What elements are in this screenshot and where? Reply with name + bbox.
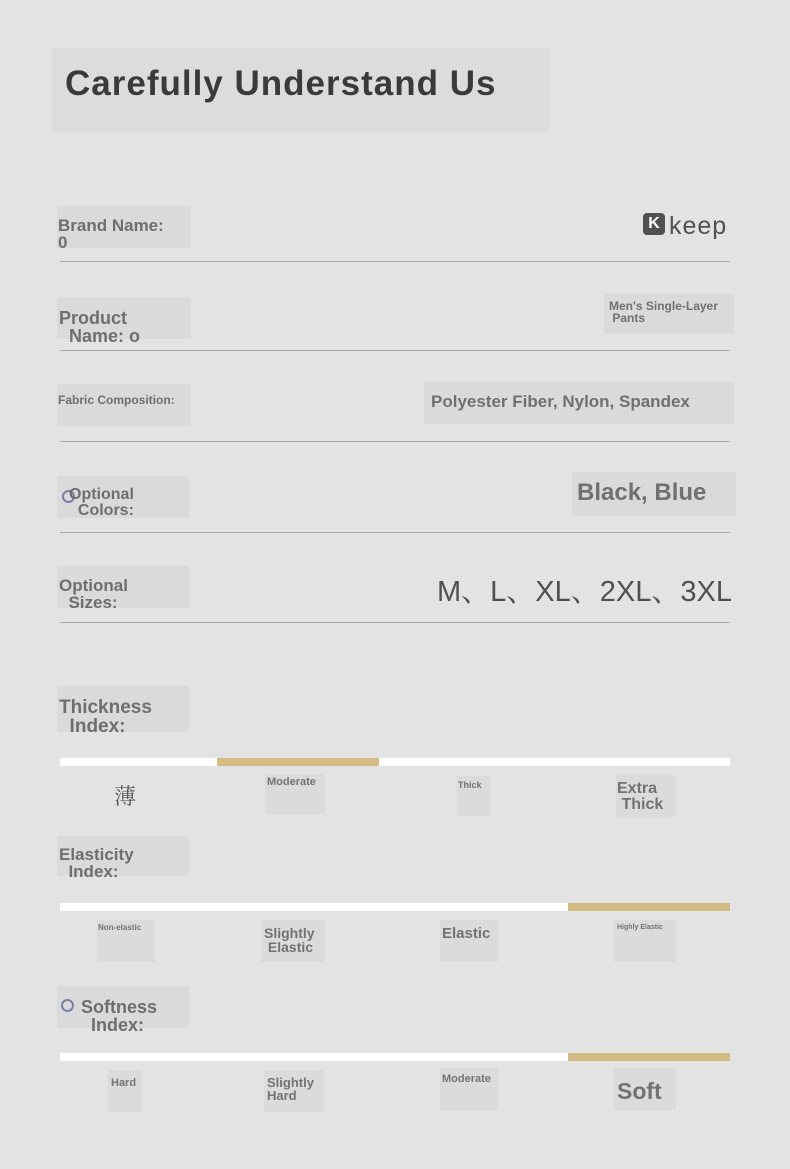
thickness-label: Thickness Index:: [59, 697, 152, 737]
elasticity-label: Elasticity Index:: [59, 845, 134, 881]
divider: [60, 350, 730, 351]
softness-label: Softness Index:: [81, 997, 158, 1035]
fabric-value: Polyester Fiber, Nylon, Spandex: [431, 392, 690, 411]
keep-logo-icon: K: [643, 213, 665, 235]
divider: [60, 261, 730, 262]
product-value: Men's Single-Layer Pants: [609, 299, 718, 325]
thickness-option-extra-thick: Extra Thick: [617, 780, 664, 813]
thickness-option-thin: 薄: [114, 784, 137, 809]
softness-level-fill: [568, 1053, 730, 1061]
elasticity-option-highly-elastic: Highly Elastic: [617, 924, 663, 931]
page-title: Carefully Understand Us: [65, 64, 497, 103]
colors-label: Optional Colors:: [69, 486, 134, 519]
colors-value: Black, Blue: [577, 479, 707, 506]
softness-option-soft: Soft: [617, 1078, 662, 1104]
softness-option-hard: Hard: [111, 1077, 137, 1089]
softness-bar: [60, 1053, 730, 1061]
softness-option-slightly-hard: Slightly Hard: [267, 1075, 314, 1103]
thickness-bar: [60, 758, 730, 766]
sizes-label: Optional Sizes:: [59, 576, 128, 612]
divider: [60, 441, 730, 442]
bullet-ring-icon: [61, 999, 74, 1012]
brand-label: Brand Name: 0: [58, 216, 164, 252]
elasticity-option-non-elastic: Non-elastic: [98, 923, 142, 932]
product-label: Product Name: o: [59, 308, 141, 346]
brand-logo-text: keep: [669, 212, 728, 240]
elasticity-level-fill: [568, 903, 730, 911]
fabric-label: Fabric Composition:: [58, 393, 175, 407]
sizes-value: M、L、XL、2XL、3XL: [437, 576, 732, 608]
thickness-option-thick: Thick: [458, 780, 482, 790]
thickness-option-moderate: Moderate: [267, 776, 316, 788]
elasticity-option-elastic: Elastic: [442, 925, 491, 942]
softness-option-moderate: Moderate: [442, 1073, 491, 1085]
thickness-level-fill: [217, 758, 379, 766]
elasticity-bar: [60, 903, 730, 911]
divider: [60, 532, 730, 533]
divider: [60, 622, 730, 623]
elasticity-option-slightly-elastic: Slightly Elastic: [264, 925, 315, 955]
